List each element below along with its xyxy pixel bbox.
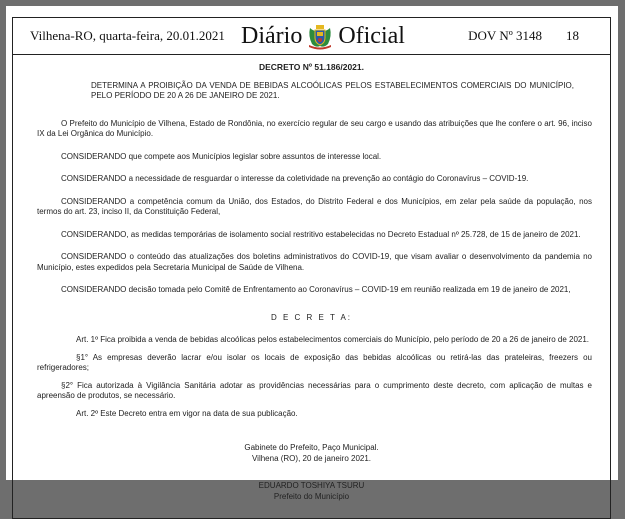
edition-info (468, 28, 579, 44)
considerando-4: CONSIDERANDO, as medidas temporárias de isolamento social restritivo estabelecidas no Decreto Estadual nº 25.728, de 15 de janeiro de 2021. (61, 229, 581, 239)
article-1-paragraph-1: §1° As empresas deverão lacrar e/ou isolar os locais de exposição das bebidas alcoólicas ou retirá-las das prateleiras, freezers ou refrigeradores; (37, 352, 592, 372)
gazette-title-left: Diário (241, 22, 303, 49)
signer-role: Prefeito do Município (273, 491, 350, 501)
considerando-6: CONSIDERANDO decisão tomada pelo Comitê de Enfrentamento ao Coronavírus – COVID-19 em reunião realizada em 19 de janeiro de 2021, (61, 285, 571, 294)
document-page (6, 6, 618, 501)
article-1-paragraph-2: §2° Fica autorizada à Vigilância Sanitária adotar as providências necessárias para o cumprimento deste decreto, com aplicação de multas e apreensão de produtos, se necessário. (37, 380, 592, 400)
page-number: 18 (566, 28, 579, 43)
signature-date: Vilhena (RO), 20 de janeiro 2021. (251, 453, 372, 463)
article-2: Art. 2º Este Decreto entra em vigor na data de sua publicação. (76, 408, 298, 418)
decree-preamble: O Prefeito do Município de Vilhena, Estado de Rondônia, no exercício regular de seu cargo e usando das atribuições que lhe confere o art. 96, inciso IX da Lei Orgânica do Município. (37, 118, 592, 138)
signer-name: EDUARDO TOSHIYA TSURU (258, 481, 365, 490)
considerando-5: CONSIDERANDO o conteúdo das atualizações dos boletins administrativos do COVID-19, que visam avaliar o desenvolvimento da pandemia no Município, estes expedidos pela Secretaria Municipal de Saúde de Vilhena. (37, 252, 592, 272)
decree-ementa: DETERMINA A PROIBIÇÃO DA VENDA DE BEBIDAS ALCOÓLICAS PELOS ESTABELECIMENTOS COMERCIAIS DO MUNICÍPIO, PELO PERÍODO DE 20 A 26 DE JANEIRO DE 2021. (91, 80, 574, 100)
municipal-coat-of-arms-icon (306, 22, 334, 50)
page-frame (12, 17, 611, 519)
gazette-title-right: Oficial (338, 22, 405, 49)
decree-content (13, 62, 610, 502)
gazette-title (241, 21, 405, 51)
edition-number: DOV Nº 3148 (468, 28, 542, 43)
signature-place: Gabinete do Prefeito, Paço Municipal. (244, 443, 379, 452)
masthead (13, 18, 610, 55)
article-1: Art. 1º Fica proibida a venda de bebidas alcoólicas pelos estabelecimentos comerciais do Município, pelo período de 20 a 26 de janeiro de 2021. (76, 335, 590, 344)
considerando-2: CONSIDERANDO a necessidade de resguardar o interesse da coletividade na prevenção ao contágio do Coronavírus – COVID-19. (61, 174, 529, 183)
considerando-3: CONSIDERANDO a competência comum da União, dos Estados, do Distrito Federal e dos Municípios, em zelar pela saúde da população, nos termos do art. 23, inciso II, da Constituição Federal, (37, 196, 592, 216)
location-date: Vilhena-RO, quarta-feira, 20.01.2021 (30, 28, 225, 43)
decree-title: DECRETO Nº 51.186/2021. (258, 62, 364, 72)
considerando-1: CONSIDERANDO que compete aos Municípios legislar sobre assuntos de interesse local. (61, 151, 382, 161)
decreta-heading: D E C R E T A: (270, 312, 353, 322)
